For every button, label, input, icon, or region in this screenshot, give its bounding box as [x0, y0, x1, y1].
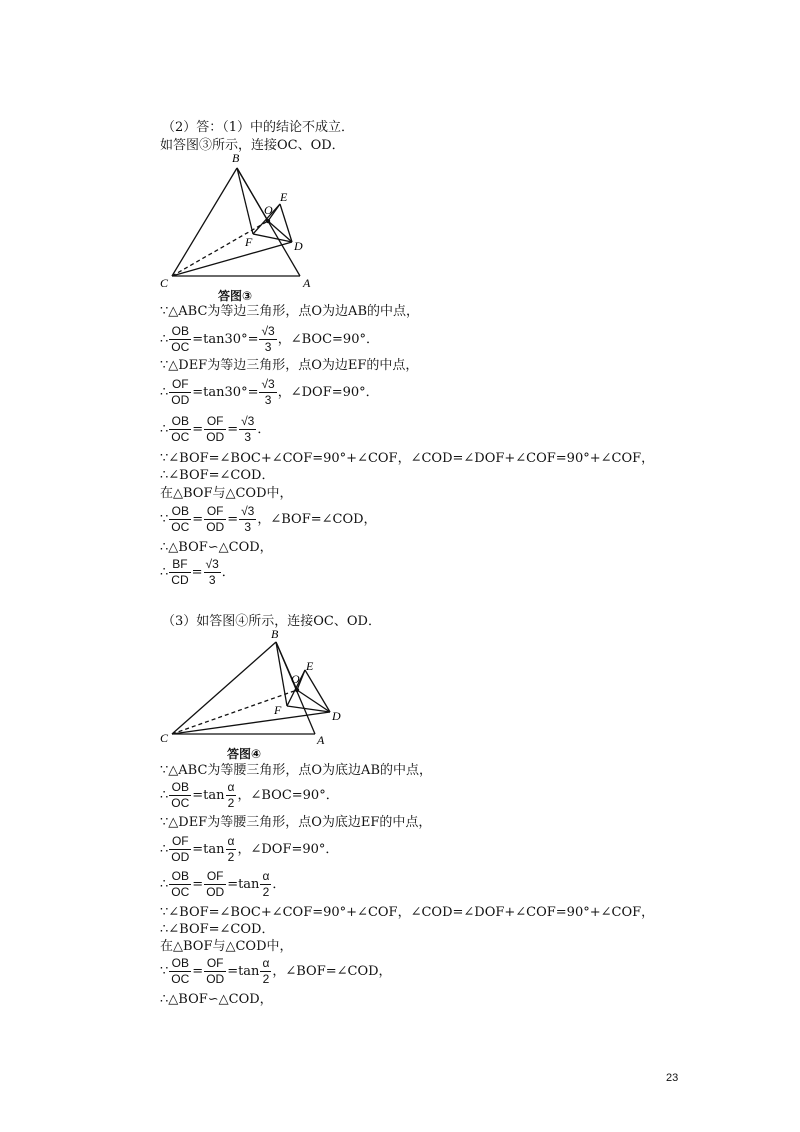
part2-line-5: ∴ $\frac{OB}{OC}$ = $\frac{OF}{OD}$ = $\frac{√3}{3}$ ． — [160, 414, 271, 444]
part2-line-9: ∵ $\frac{OB}{OC}$ = $\frac{OF}{OD}$ = $\frac{√3}{3}$ ，∠BOF=∠COD， — [160, 504, 377, 534]
fig3-label-c: C — [160, 276, 169, 290]
part2-line-7: ∴∠BOF=∠COD． — [160, 468, 275, 483]
part2-line-11: ∴ $\frac{BF}{CD}$ = $\frac{√3}{3}$ ． — [160, 557, 235, 587]
fig4-label-a: A — [317, 733, 325, 747]
fig4-label-b: B — [271, 627, 279, 641]
part3-line-1: ∵△ABC为等腰三角形，点O为底边AB的中点， — [160, 763, 432, 778]
part3-line-8: 在△BOF与△COD中， — [160, 939, 293, 954]
part3-title: （3）如答图④所示，连接OC、OD． — [162, 614, 381, 629]
part3-line-4: ∴ $\frac{OF}{OD}$ =tan $\frac{\alpha}{2}$ ，∠DOF=90°． — [160, 834, 339, 864]
page-number: 23 — [666, 1072, 679, 1084]
part2-line-8: 在△BOF与△COD中， — [160, 486, 293, 501]
part2-line-6: ∵∠BOF=∠BOC+∠COF=90°+∠COF，∠COD=∠DOF+∠COF=90°+∠COF， — [160, 451, 655, 466]
part2-line-3: ∵△DEF为等边三角形，点O为边EF的中点， — [160, 358, 419, 373]
part2-line-10: ∴△BOF∽△COD， — [160, 540, 273, 555]
figure-3 — [150, 148, 330, 293]
fig3-label-f: F — [245, 235, 253, 249]
fig4-label-e: E — [306, 659, 314, 673]
fig4-line-fd — [287, 706, 330, 712]
figure-3-caption: 答图③ — [218, 289, 253, 303]
fig3-label-b: B — [232, 151, 240, 165]
fig4-point-o — [295, 688, 299, 692]
figure-4 — [150, 626, 350, 750]
fig3-label-a: A — [303, 276, 311, 290]
part2-title: （2）答：（1）中的结论不成立． — [162, 120, 355, 135]
figure-4-caption: 答图④ — [227, 747, 262, 761]
fig4-label-d: D — [332, 709, 341, 723]
fig4-label-f: F — [274, 703, 282, 717]
part2-intro: 如答图③所示，连接OC、OD． — [160, 138, 345, 153]
fig4-line-cd — [172, 712, 330, 734]
part3-line-7: ∴∠BOF=∠COD． — [160, 922, 275, 937]
fig4-line-ed — [305, 670, 330, 712]
part3-line-9: ∵ $\frac{OB}{OC}$ = $\frac{OF}{OD}$ =tan $\frac{\alpha}{2}$ ，∠BOF=∠COD， — [160, 956, 392, 986]
part3-line-5: ∴ $\frac{OB}{OC}$ = $\frac{OF}{OD}$ =tan $\frac{\alpha}{2}$ ． — [160, 869, 286, 899]
fig3-line-co — [172, 221, 268, 276]
fig3-point-o — [266, 219, 270, 223]
fig3-label-d: D — [294, 239, 303, 253]
fig3-label-e: E — [280, 190, 288, 204]
part3-line-2: ∴ $\frac{OB}{OC}$ =tan $\frac{\alpha}{2}$ ，∠BOC=90°． — [160, 780, 339, 810]
fig4-label-o: O — [291, 672, 300, 686]
fig4-line-cb — [172, 642, 276, 734]
fig3-line-fd — [253, 234, 292, 242]
fig3-label-o: O — [264, 203, 273, 217]
part2-line-2: ∴ $\frac{OB}{OC}$ =tan30°= $\frac{√3}{3}$ ，∠BOC=90°． — [160, 324, 379, 354]
part3-line-3: ∵△DEF为等腰三角形，点O为底边EF的中点， — [160, 815, 432, 830]
fig4-label-c: C — [160, 731, 169, 745]
fig3-line-bf — [237, 168, 253, 234]
part3-line-6: ∵∠BOF=∠BOC+∠COF=90°+∠COF，∠COD=∠DOF+∠COF=90°+∠COF， — [160, 905, 655, 920]
part2-line-1: ∵△ABC为等边三角形，点O为边AB的中点， — [160, 304, 419, 319]
part2-line-4: ∴ $\frac{OF}{OD}$ =tan30°= $\frac{√3}{3}$ ，∠DOF=90°． — [160, 377, 379, 407]
part3-line-10: ∴△BOF∽△COD， — [160, 992, 273, 1007]
